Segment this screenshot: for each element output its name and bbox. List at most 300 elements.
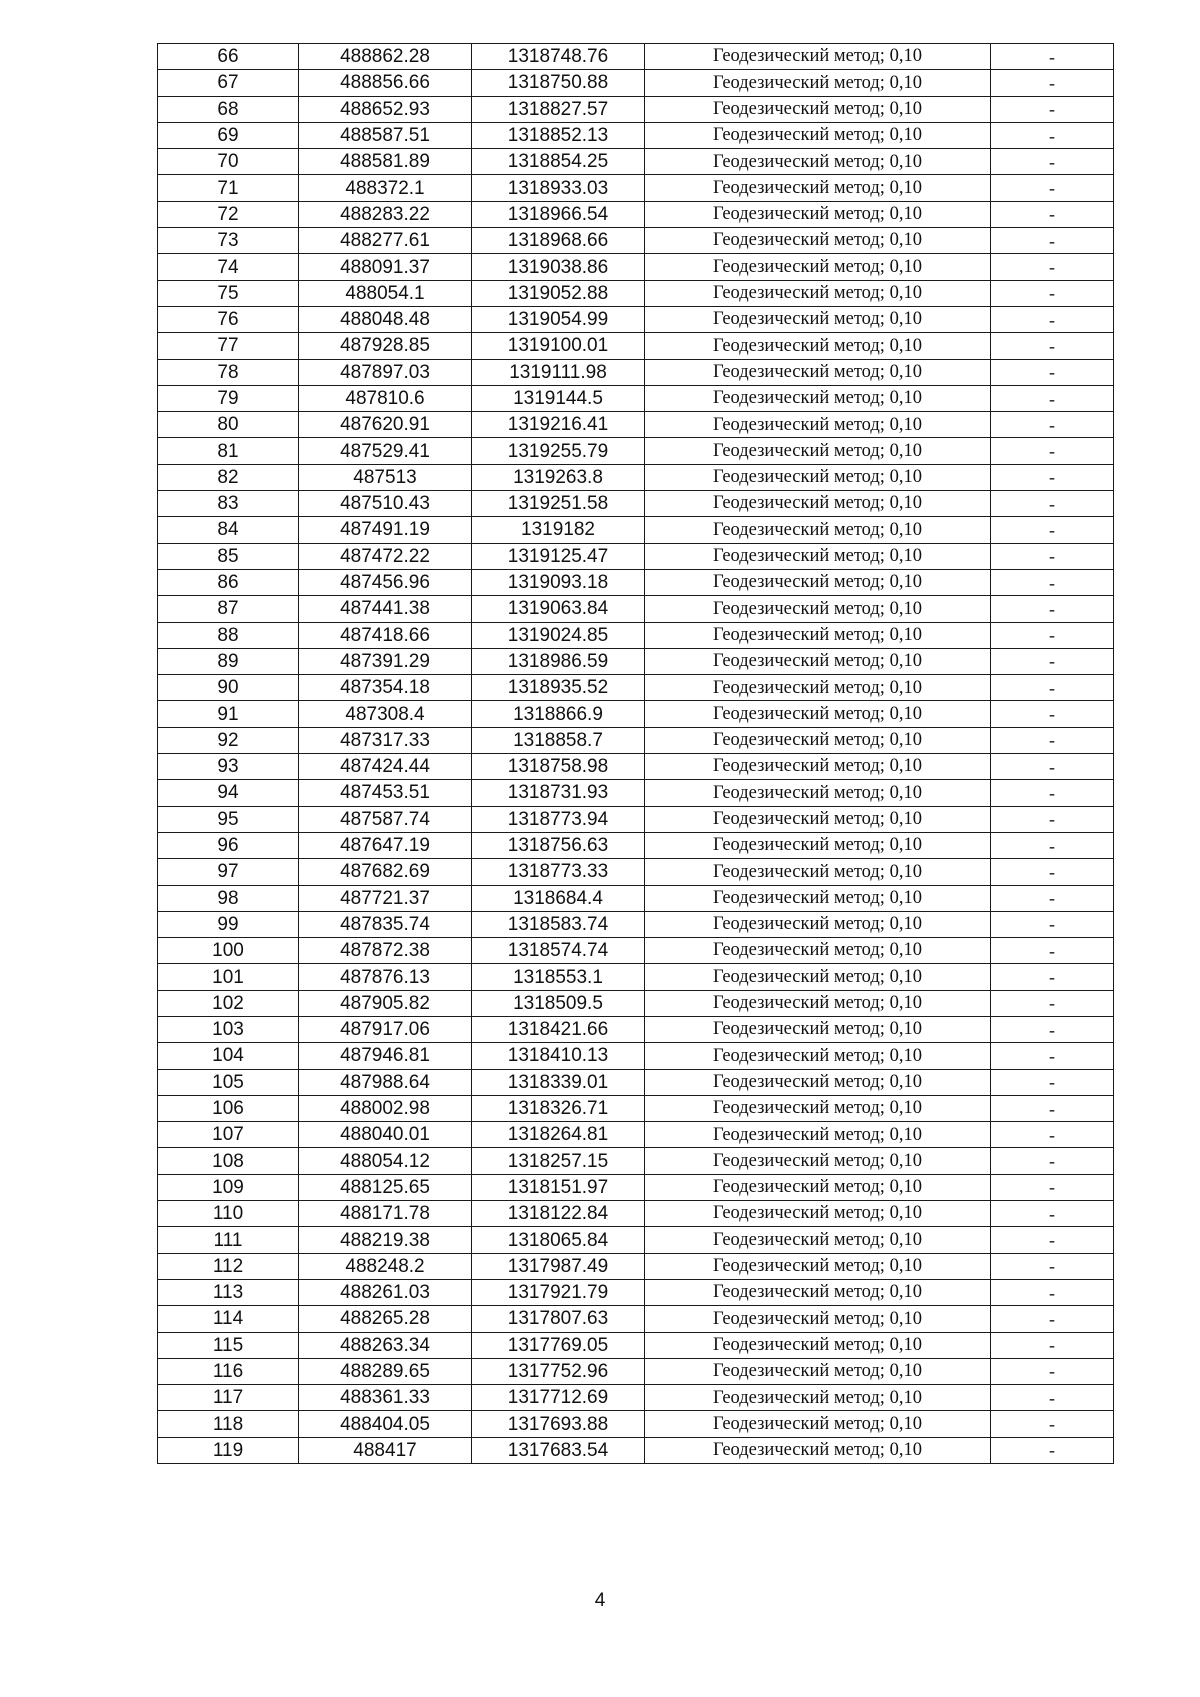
note-cell: -: [991, 149, 1114, 175]
x-coordinate-cell: 487872.38: [299, 938, 472, 964]
method-cell: Геодезический метод; 0,10: [645, 675, 991, 701]
method-cell: Геодезический метод; 0,10: [645, 1201, 991, 1227]
point-number-cell: 87: [158, 596, 299, 622]
x-coordinate-cell: 488048.48: [299, 306, 472, 332]
note-cell: -: [991, 70, 1114, 96]
note-cell: -: [991, 228, 1114, 254]
point-number-cell: 118: [158, 1411, 299, 1437]
x-coordinate-cell: 487810.6: [299, 385, 472, 411]
method-cell: Геодезический метод; 0,10: [645, 832, 991, 858]
method-cell: Геодезический метод; 0,10: [645, 438, 991, 464]
method-cell: Геодезический метод; 0,10: [645, 464, 991, 490]
y-coordinate-cell: 1319263.8: [472, 464, 645, 490]
note-cell: -: [991, 754, 1114, 780]
note-cell: -: [991, 1358, 1114, 1384]
table-row: [158, 964, 1114, 990]
y-coordinate-cell: 1318574.74: [472, 938, 645, 964]
note-cell: -: [991, 1332, 1114, 1358]
table-row: [158, 359, 1114, 385]
table-row: [158, 438, 1114, 464]
method-cell: Геодезический метод; 0,10: [645, 990, 991, 1016]
note-cell: -: [991, 517, 1114, 543]
note-cell: -: [991, 412, 1114, 438]
method-cell: Геодезический метод; 0,10: [645, 201, 991, 227]
note-cell: -: [991, 1253, 1114, 1279]
point-number-cell: 101: [158, 964, 299, 990]
y-coordinate-cell: 1319255.79: [472, 438, 645, 464]
method-cell: Геодезический метод; 0,10: [645, 491, 991, 517]
table-row: [158, 622, 1114, 648]
x-coordinate-cell: 487513: [299, 464, 472, 490]
y-coordinate-cell: 1318854.25: [472, 149, 645, 175]
note-cell: -: [991, 1016, 1114, 1042]
y-coordinate-cell: 1319111.98: [472, 359, 645, 385]
table-row: [158, 990, 1114, 1016]
note-cell: -: [991, 780, 1114, 806]
point-number-cell: 77: [158, 333, 299, 359]
x-coordinate-cell: 488219.38: [299, 1227, 472, 1253]
x-coordinate-cell: 488361.33: [299, 1385, 472, 1411]
method-cell: Геодезический метод; 0,10: [645, 1043, 991, 1069]
table-row: [158, 149, 1114, 175]
method-cell: Геодезический метод; 0,10: [645, 596, 991, 622]
x-coordinate-cell: 487682.69: [299, 859, 472, 885]
y-coordinate-cell: 1318858.7: [472, 727, 645, 753]
note-cell: -: [991, 859, 1114, 885]
table-row: [158, 754, 1114, 780]
x-coordinate-cell: 488263.34: [299, 1332, 472, 1358]
note-cell: -: [991, 806, 1114, 832]
x-coordinate-cell: 488248.2: [299, 1253, 472, 1279]
method-cell: Геодезический метод; 0,10: [645, 1385, 991, 1411]
y-coordinate-cell: 1317769.05: [472, 1332, 645, 1358]
table-row: [158, 385, 1114, 411]
method-cell: Геодезический метод; 0,10: [645, 70, 991, 96]
note-cell: -: [991, 701, 1114, 727]
method-cell: Геодезический метод; 0,10: [645, 754, 991, 780]
y-coordinate-cell: 1319251.58: [472, 491, 645, 517]
y-coordinate-cell: 1318065.84: [472, 1227, 645, 1253]
x-coordinate-cell: 487424.44: [299, 754, 472, 780]
method-cell: Геодезический метод; 0,10: [645, 938, 991, 964]
y-coordinate-cell: 1318264.81: [472, 1122, 645, 1148]
point-number-cell: 78: [158, 359, 299, 385]
coordinates-table: [157, 43, 1114, 1464]
y-coordinate-cell: 1318509.5: [472, 990, 645, 1016]
y-coordinate-cell: 1318966.54: [472, 201, 645, 227]
table-row: [158, 1122, 1114, 1148]
y-coordinate-cell: 1318852.13: [472, 122, 645, 148]
note-cell: -: [991, 964, 1114, 990]
y-coordinate-cell: 1318968.66: [472, 228, 645, 254]
note-cell: -: [991, 385, 1114, 411]
note-cell: -: [991, 1437, 1114, 1463]
note-cell: -: [991, 96, 1114, 122]
y-coordinate-cell: 1319063.84: [472, 596, 645, 622]
x-coordinate-cell: 487835.74: [299, 911, 472, 937]
note-cell: -: [991, 1306, 1114, 1332]
note-cell: -: [991, 622, 1114, 648]
point-number-cell: 71: [158, 175, 299, 201]
x-coordinate-cell: 488171.78: [299, 1201, 472, 1227]
x-coordinate-cell: 488002.98: [299, 1095, 472, 1121]
point-number-cell: 72: [158, 201, 299, 227]
point-number-cell: 79: [158, 385, 299, 411]
note-cell: -: [991, 1227, 1114, 1253]
x-coordinate-cell: 488417: [299, 1437, 472, 1463]
x-coordinate-cell: 487928.85: [299, 333, 472, 359]
method-cell: Геодезический метод; 0,10: [645, 780, 991, 806]
method-cell: Геодезический метод; 0,10: [645, 280, 991, 306]
method-cell: Геодезический метод; 0,10: [645, 96, 991, 122]
table-row: [158, 254, 1114, 280]
method-cell: Геодезический метод; 0,10: [645, 1437, 991, 1463]
point-number-cell: 113: [158, 1279, 299, 1305]
table-row: [158, 228, 1114, 254]
x-coordinate-cell: 487897.03: [299, 359, 472, 385]
point-number-cell: 111: [158, 1227, 299, 1253]
point-number-cell: 85: [158, 543, 299, 569]
table-row: [158, 832, 1114, 858]
method-cell: Геодезический метод; 0,10: [645, 306, 991, 332]
note-cell: -: [991, 254, 1114, 280]
point-number-cell: 105: [158, 1069, 299, 1095]
table-row: [158, 280, 1114, 306]
y-coordinate-cell: 1318750.88: [472, 70, 645, 96]
point-number-cell: 91: [158, 701, 299, 727]
x-coordinate-cell: 487453.51: [299, 780, 472, 806]
x-coordinate-cell: 488856.66: [299, 70, 472, 96]
y-coordinate-cell: 1319038.86: [472, 254, 645, 280]
table-row: [158, 412, 1114, 438]
x-coordinate-cell: 487946.81: [299, 1043, 472, 1069]
y-coordinate-cell: 1319093.18: [472, 569, 645, 595]
point-number-cell: 106: [158, 1095, 299, 1121]
method-cell: Геодезический метод; 0,10: [645, 1358, 991, 1384]
point-number-cell: 99: [158, 911, 299, 937]
table-row: [158, 569, 1114, 595]
note-cell: -: [991, 1095, 1114, 1121]
x-coordinate-cell: 488587.51: [299, 122, 472, 148]
y-coordinate-cell: 1318257.15: [472, 1148, 645, 1174]
y-coordinate-cell: 1317921.79: [472, 1279, 645, 1305]
point-number-cell: 97: [158, 859, 299, 885]
y-coordinate-cell: 1318773.33: [472, 859, 645, 885]
note-cell: -: [991, 175, 1114, 201]
method-cell: Геодезический метод; 0,10: [645, 122, 991, 148]
note-cell: -: [991, 438, 1114, 464]
x-coordinate-cell: 488862.28: [299, 44, 472, 70]
y-coordinate-cell: 1319182: [472, 517, 645, 543]
table-row: [158, 44, 1114, 70]
point-number-cell: 89: [158, 648, 299, 674]
note-cell: -: [991, 596, 1114, 622]
table-row: [158, 1332, 1114, 1358]
table-row: [158, 938, 1114, 964]
x-coordinate-cell: 488054.12: [299, 1148, 472, 1174]
x-coordinate-cell: 487721.37: [299, 885, 472, 911]
note-cell: -: [991, 1069, 1114, 1095]
method-cell: Геодезический метод; 0,10: [645, 727, 991, 753]
point-number-cell: 104: [158, 1043, 299, 1069]
method-cell: Геодезический метод; 0,10: [645, 1148, 991, 1174]
note-cell: -: [991, 675, 1114, 701]
method-cell: Геодезический метод; 0,10: [645, 648, 991, 674]
method-cell: Геодезический метод; 0,10: [645, 1069, 991, 1095]
table-row: [158, 175, 1114, 201]
point-number-cell: 90: [158, 675, 299, 701]
method-cell: Геодезический метод; 0,10: [645, 1174, 991, 1200]
table-row: [158, 1227, 1114, 1253]
point-number-cell: 108: [158, 1148, 299, 1174]
table-row: [158, 859, 1114, 885]
table-row: [158, 701, 1114, 727]
x-coordinate-cell: 487510.43: [299, 491, 472, 517]
x-coordinate-cell: 488040.01: [299, 1122, 472, 1148]
table-row: [158, 1253, 1114, 1279]
x-coordinate-cell: 487647.19: [299, 832, 472, 858]
table-row: [158, 780, 1114, 806]
y-coordinate-cell: 1317683.54: [472, 1437, 645, 1463]
y-coordinate-cell: 1318758.98: [472, 754, 645, 780]
point-number-cell: 100: [158, 938, 299, 964]
method-cell: Геодезический метод; 0,10: [645, 859, 991, 885]
y-coordinate-cell: 1318583.74: [472, 911, 645, 937]
point-number-cell: 116: [158, 1358, 299, 1384]
y-coordinate-cell: 1318756.63: [472, 832, 645, 858]
table-row: [158, 464, 1114, 490]
y-coordinate-cell: 1319144.5: [472, 385, 645, 411]
table-row: [158, 1148, 1114, 1174]
note-cell: -: [991, 359, 1114, 385]
y-coordinate-cell: 1319024.85: [472, 622, 645, 648]
x-coordinate-cell: 487905.82: [299, 990, 472, 1016]
x-coordinate-cell: 487354.18: [299, 675, 472, 701]
table-row: [158, 70, 1114, 96]
y-coordinate-cell: 1318748.76: [472, 44, 645, 70]
point-number-cell: 68: [158, 96, 299, 122]
y-coordinate-cell: 1318684.4: [472, 885, 645, 911]
method-cell: Геодезический метод; 0,10: [645, 359, 991, 385]
x-coordinate-cell: 488277.61: [299, 228, 472, 254]
point-number-cell: 112: [158, 1253, 299, 1279]
x-coordinate-cell: 488581.89: [299, 149, 472, 175]
point-number-cell: 88: [158, 622, 299, 648]
y-coordinate-cell: 1318122.84: [472, 1201, 645, 1227]
point-number-cell: 74: [158, 254, 299, 280]
table-row: [158, 517, 1114, 543]
note-cell: -: [991, 911, 1114, 937]
table-row: [158, 727, 1114, 753]
method-cell: Геодезический метод; 0,10: [645, 543, 991, 569]
method-cell: Геодезический метод; 0,10: [645, 228, 991, 254]
note-cell: -: [991, 1043, 1114, 1069]
note-cell: -: [991, 280, 1114, 306]
note-cell: -: [991, 306, 1114, 332]
point-number-cell: 84: [158, 517, 299, 543]
y-coordinate-cell: 1318326.71: [472, 1095, 645, 1121]
method-cell: Геодезический метод; 0,10: [645, 569, 991, 595]
x-coordinate-cell: 487988.64: [299, 1069, 472, 1095]
y-coordinate-cell: 1318339.01: [472, 1069, 645, 1095]
x-coordinate-cell: 487308.4: [299, 701, 472, 727]
method-cell: Геодезический метод; 0,10: [645, 1016, 991, 1042]
note-cell: -: [991, 122, 1114, 148]
method-cell: Геодезический метод; 0,10: [645, 149, 991, 175]
table-row: [158, 911, 1114, 937]
table-row: [158, 122, 1114, 148]
point-number-cell: 109: [158, 1174, 299, 1200]
x-coordinate-cell: 487317.33: [299, 727, 472, 753]
x-coordinate-cell: 488261.03: [299, 1279, 472, 1305]
table-row: [158, 96, 1114, 122]
method-cell: Геодезический метод; 0,10: [645, 964, 991, 990]
y-coordinate-cell: 1317987.49: [472, 1253, 645, 1279]
table-row: [158, 1385, 1114, 1411]
x-coordinate-cell: 487418.66: [299, 622, 472, 648]
method-cell: Геодезический метод; 0,10: [645, 1332, 991, 1358]
page-number: 4: [594, 1590, 606, 1611]
method-cell: Геодезический метод; 0,10: [645, 1095, 991, 1121]
method-cell: Геодезический метод; 0,10: [645, 911, 991, 937]
note-cell: -: [991, 727, 1114, 753]
point-number-cell: 115: [158, 1332, 299, 1358]
y-coordinate-cell: 1318935.52: [472, 675, 645, 701]
table-row: [158, 1095, 1114, 1121]
table-row: [158, 1358, 1114, 1384]
method-cell: Геодезический метод; 0,10: [645, 701, 991, 727]
y-coordinate-cell: 1318731.93: [472, 780, 645, 806]
x-coordinate-cell: 487441.38: [299, 596, 472, 622]
point-number-cell: 117: [158, 1385, 299, 1411]
y-coordinate-cell: 1317752.96: [472, 1358, 645, 1384]
x-coordinate-cell: 488372.1: [299, 175, 472, 201]
table-row: [158, 675, 1114, 701]
x-coordinate-cell: 487917.06: [299, 1016, 472, 1042]
point-number-cell: 66: [158, 44, 299, 70]
x-coordinate-cell: 488091.37: [299, 254, 472, 280]
point-number-cell: 73: [158, 228, 299, 254]
table-row: [158, 1174, 1114, 1200]
note-cell: -: [991, 543, 1114, 569]
note-cell: -: [991, 333, 1114, 359]
method-cell: Геодезический метод; 0,10: [645, 333, 991, 359]
y-coordinate-cell: 1318827.57: [472, 96, 645, 122]
x-coordinate-cell: 487620.91: [299, 412, 472, 438]
point-number-cell: 82: [158, 464, 299, 490]
note-cell: -: [991, 832, 1114, 858]
note-cell: -: [991, 44, 1114, 70]
method-cell: Геодезический метод; 0,10: [645, 1279, 991, 1305]
note-cell: -: [991, 1411, 1114, 1437]
point-number-cell: 107: [158, 1122, 299, 1148]
y-coordinate-cell: 1317712.69: [472, 1385, 645, 1411]
x-coordinate-cell: 487529.41: [299, 438, 472, 464]
y-coordinate-cell: 1319054.99: [472, 306, 645, 332]
method-cell: Геодезический метод; 0,10: [645, 622, 991, 648]
x-coordinate-cell: 488054.1: [299, 280, 472, 306]
point-number-cell: 95: [158, 806, 299, 832]
note-cell: -: [991, 491, 1114, 517]
x-coordinate-cell: 487876.13: [299, 964, 472, 990]
y-coordinate-cell: 1319125.47: [472, 543, 645, 569]
y-coordinate-cell: 1319100.01: [472, 333, 645, 359]
note-cell: -: [991, 1174, 1114, 1200]
point-number-cell: 102: [158, 990, 299, 1016]
method-cell: Геодезический метод; 0,10: [645, 806, 991, 832]
table-row: [158, 1201, 1114, 1227]
note-cell: -: [991, 885, 1114, 911]
method-cell: Геодезический метод; 0,10: [645, 885, 991, 911]
method-cell: Геодезический метод; 0,10: [645, 1306, 991, 1332]
point-number-cell: 67: [158, 70, 299, 96]
y-coordinate-cell: 1318773.94: [472, 806, 645, 832]
x-coordinate-cell: 487391.29: [299, 648, 472, 674]
note-cell: -: [991, 464, 1114, 490]
note-cell: -: [991, 569, 1114, 595]
point-number-cell: 81: [158, 438, 299, 464]
y-coordinate-cell: 1318410.13: [472, 1043, 645, 1069]
table-row: [158, 1069, 1114, 1095]
method-cell: Геодезический метод; 0,10: [645, 412, 991, 438]
method-cell: Геодезический метод; 0,10: [645, 1122, 991, 1148]
note-cell: -: [991, 1201, 1114, 1227]
y-coordinate-cell: 1318986.59: [472, 648, 645, 674]
y-coordinate-cell: 1318933.03: [472, 175, 645, 201]
table-row: [158, 1279, 1114, 1305]
note-cell: -: [991, 1122, 1114, 1148]
method-cell: Геодезический метод; 0,10: [645, 1253, 991, 1279]
point-number-cell: 69: [158, 122, 299, 148]
x-coordinate-cell: 488125.65: [299, 1174, 472, 1200]
point-number-cell: 76: [158, 306, 299, 332]
table-row: [158, 1043, 1114, 1069]
method-cell: Геодезический метод; 0,10: [645, 517, 991, 543]
point-number-cell: 119: [158, 1437, 299, 1463]
y-coordinate-cell: 1318866.9: [472, 701, 645, 727]
y-coordinate-cell: 1318553.1: [472, 964, 645, 990]
x-coordinate-cell: 487587.74: [299, 806, 472, 832]
method-cell: Геодезический метод; 0,10: [645, 385, 991, 411]
y-coordinate-cell: 1318151.97: [472, 1174, 645, 1200]
point-number-cell: 96: [158, 832, 299, 858]
note-cell: -: [991, 648, 1114, 674]
table-row: [158, 491, 1114, 517]
method-cell: Геодезический метод; 0,10: [645, 1227, 991, 1253]
note-cell: -: [991, 1148, 1114, 1174]
coordinates-table-body: [158, 44, 1114, 1464]
x-coordinate-cell: 487491.19: [299, 517, 472, 543]
table-row: [158, 333, 1114, 359]
y-coordinate-cell: 1317693.88: [472, 1411, 645, 1437]
x-coordinate-cell: 487456.96: [299, 569, 472, 595]
note-cell: -: [991, 1385, 1114, 1411]
method-cell: Геодезический метод; 0,10: [645, 175, 991, 201]
x-coordinate-cell: 488404.05: [299, 1411, 472, 1437]
note-cell: -: [991, 201, 1114, 227]
point-number-cell: 80: [158, 412, 299, 438]
note-cell: -: [991, 1279, 1114, 1305]
method-cell: Геодезический метод; 0,10: [645, 44, 991, 70]
x-coordinate-cell: 488283.22: [299, 201, 472, 227]
x-coordinate-cell: 488265.28: [299, 1306, 472, 1332]
table-row: [158, 648, 1114, 674]
note-cell: -: [991, 938, 1114, 964]
method-cell: Геодезический метод; 0,10: [645, 254, 991, 280]
point-number-cell: 75: [158, 280, 299, 306]
y-coordinate-cell: 1318421.66: [472, 1016, 645, 1042]
y-coordinate-cell: 1319052.88: [472, 280, 645, 306]
